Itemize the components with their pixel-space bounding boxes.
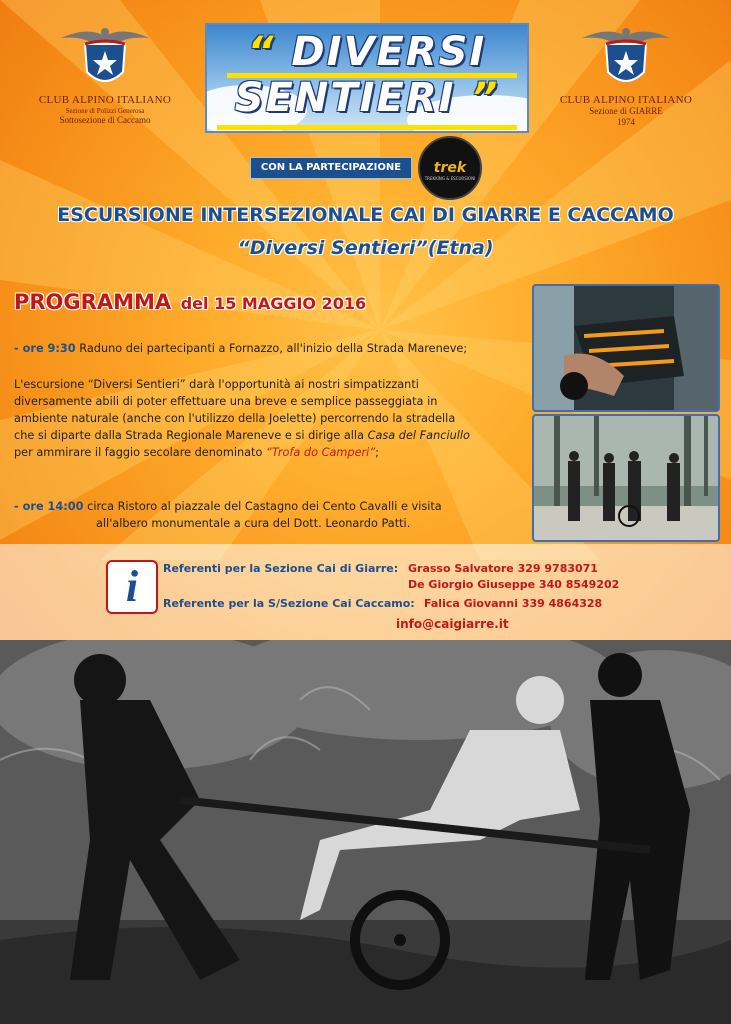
contact-name-grasso: Grasso Salvatore 329 9783071 [408,562,598,575]
right-logo-club-name: CLUB ALPINO ITALIANO [559,94,693,106]
right-logo-section: Sezione di GIARRE [589,106,663,116]
para-semicolon: ; [375,446,379,459]
event-subtitle: “Diversi Sentieri”(Etna) [237,237,494,259]
partner-trek-logo [418,136,482,200]
left-logo-section: Sezione di Polizzi Generosa [65,107,145,115]
banner-stripe [217,125,517,130]
contact-label-caccamo: Referente per la S/Sezione Cai Caccamo: [163,597,415,610]
program-description [14,376,519,461]
partner-logo-word: trek [433,160,467,176]
banner-quote-open: “ [247,29,276,75]
item2-text: circa Ristoro al piazzale del Castagno dei Cento Cavalli e visita [87,500,442,513]
cai-eagle-star-icon [57,20,153,92]
contact-label-giarre: Referenti per la Sezione Cai di Giarre: [163,562,399,575]
item2-time: - ore 14:00 [14,500,84,513]
left-cai-logo [30,20,180,125]
photo-joelette-closeup [532,284,720,412]
para-line: ambiente naturale (anche con l'utilizzo della Joelette) percorrendo la stradella [14,412,456,425]
para-line: L'escursione “Diversi Sentieri” darà l'opportunità ai nostri simpatizzanti [14,378,419,391]
left-logo-subsection: Sottosezione di Caccamo [59,115,151,125]
para-line [14,444,519,461]
item1-text: Raduno dei partecipanti a Fornazzo, all'inizio della Strada Mareneve; [79,342,468,355]
para-line [14,427,519,444]
photo-group-image [534,416,718,540]
programma-date: del 15 MAGGIO 2016 [180,294,367,313]
contact-name-degiorgio: De Giorgio Giuseppe 340 8549202 [408,578,620,591]
left-logo-club-name: CLUB ALPINO ITALIANO [38,94,172,106]
casa-del-fanciullo: Casa del Fanciullo [367,429,470,442]
para-text: per ammirare il faggio secolare denominato [14,446,263,459]
banner-quote-close: ” [471,75,500,121]
banner-word-sentieri: SENTIERI [234,75,456,121]
banner-title-line2 [207,75,527,121]
programma-label: PROGRAMMA [14,290,172,314]
item2-text2: all'albero monumentale a cura del Dott. Leonardo Patti. [96,517,411,530]
item2-line [14,498,519,515]
program-item-1 [14,340,519,357]
diversi-sentieri-banner [205,23,529,133]
photo-group-walk [532,414,720,542]
joelette-hike-photo [0,640,731,1024]
program-item-2 [14,498,519,532]
right-cai-logo [551,20,701,127]
hike-photo-image [0,640,731,1024]
banner-word-diversi: DIVERSI [291,29,487,75]
banner-title-line1 [207,29,527,75]
para-line: diversamente abili di poter effettuare una breve e semplice passeggiata in [14,395,438,408]
programma-heading [14,290,366,314]
right-logo-year: 1974 [617,117,635,127]
trofa-do-camperi: “Trofa do Camperi” [266,446,376,459]
contact-name-falica: Falica Giovanni 339 4864328 [424,597,603,610]
participation-label: CON LA PARTECIPAZIONE [250,157,412,179]
contact-email-link[interactable]: info@caigiarre.it [396,617,509,631]
partner-logo-tagline: TREKKING & ESCURSIONI [424,176,476,181]
event-title: ESCURSIONE INTERSEZIONALE CAI DI GIARRE E CACCAMO [57,204,674,226]
info-icon: i [106,560,158,614]
item1-time: - ore 9:30 [14,342,76,355]
cai-eagle-star-icon [578,20,674,92]
para-text: che si diparte dalla Strada Regionale Mareneve e si dirige alla [14,429,364,442]
photo-joelette-image [534,286,718,410]
